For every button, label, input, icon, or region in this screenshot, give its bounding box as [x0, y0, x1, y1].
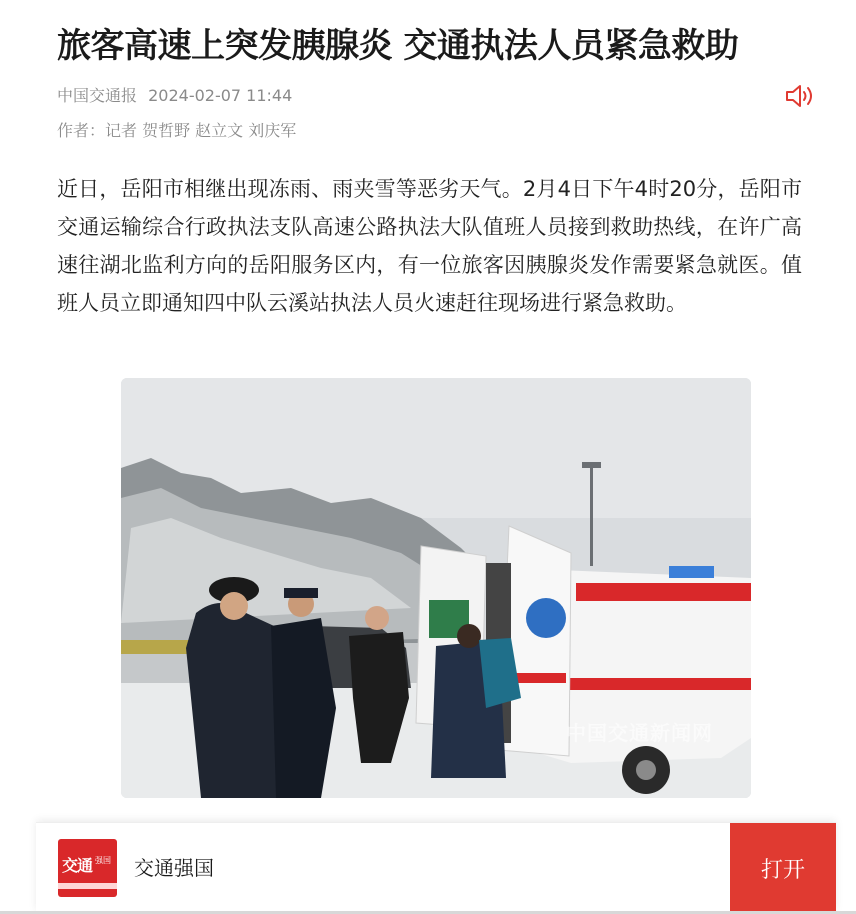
app-logo-stripe: [58, 883, 117, 889]
photo-watermark: 中国交通新闻网: [566, 721, 713, 745]
article-paragraph: 近日，岳阳市相继出现冻雨、雨夹雪等恶劣天气。2月4日下午4时20分，岳阳市交通运输综合行政执法支队高速公路执法大队值班人员接到救助热线，在许广高速往湖北监利方向的岳阳服务区内，有一位旅客因胰腺炎发作需要紧急就医。值班人员立即通知四中队云溪站执法人员火速赶往现场进行紧急救助。: [57, 177, 802, 315]
article-date: 2024-02-07 11:44: [148, 86, 293, 105]
article-author: 作者：记者 贺哲野 赵立文 刘庆军: [57, 121, 297, 140]
app-name: 交通强国: [134, 856, 214, 880]
app-logo-main-text: 交通: [62, 856, 93, 875]
article-photo: [121, 378, 751, 798]
audio-play-button[interactable]: [784, 82, 816, 110]
app-logo-sub-text: 强国: [95, 856, 111, 865]
app-download-bar: [36, 822, 836, 912]
open-app-button[interactable]: 打开: [730, 823, 836, 913]
article-meta: [57, 84, 292, 108]
article-title: 旅客高速上突发胰腺炎 交通执法人员紧急救助: [57, 26, 739, 66]
article-source: 中国交通报: [57, 86, 138, 105]
speaker-icon: [784, 82, 816, 110]
app-logo: [58, 839, 117, 897]
